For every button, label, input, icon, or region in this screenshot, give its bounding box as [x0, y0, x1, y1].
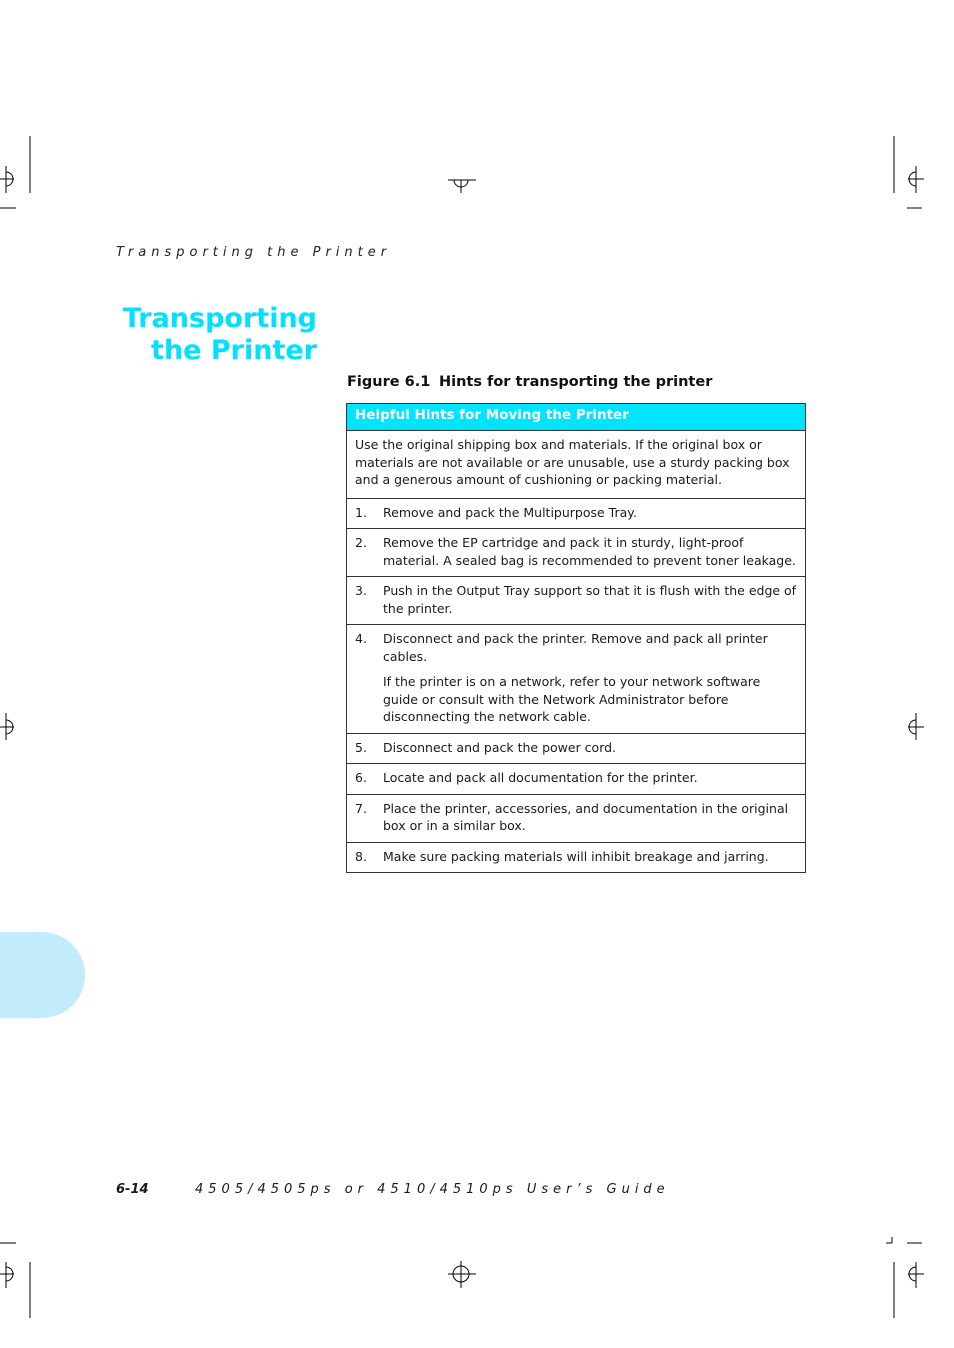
section-title-line2: the Printer: [151, 335, 317, 366]
step-number: 5.: [355, 739, 367, 755]
step-text: Disconnect and pack the printer. Remove and pack all printer cables.: [383, 631, 768, 664]
chapter-side-tab: [0, 932, 85, 1018]
table-row: [347, 843, 805, 873]
table-row: [347, 577, 805, 625]
step-text: Make sure packing materials will inhibit breakage and jarring.: [383, 848, 769, 864]
step-text: Locate and pack all documentation for the printer.: [383, 770, 698, 785]
step-text: Push in the Output Tray support so that it is flush with the edge of the printer.: [383, 583, 797, 616]
hints-table-header: Helpful Hints for Moving the Printer: [347, 404, 805, 431]
hints-table-intro: Use the original shipping box and materials. If the original box or materials are not available or are unusable, use a sturdy packing box and a generous amount of cushioning or packing material.: [347, 431, 805, 499]
step-body: [383, 630, 799, 726]
figure-number: Figure 6.1: [347, 374, 431, 390]
step-text: Disconnect and pack the power cord.: [383, 739, 617, 755]
step-text: Remove the EP cartridge and pack it in sturdy, light-proof material. A sealed bag is recommended to prevent toner leakage.: [383, 535, 796, 568]
running-head: Transporting the Printer: [116, 245, 392, 260]
figure-caption-text: Hints for transporting the printer: [439, 374, 713, 390]
footer-page-number: 6-14: [116, 1182, 149, 1197]
section-title: [123, 303, 317, 367]
step-number: 7.: [355, 800, 367, 816]
table-row: [347, 734, 805, 765]
step-text: Place the printer, accessories, and documentation in the original box or in a similar box.: [383, 800, 789, 833]
table-row: [347, 764, 805, 795]
table-row: [347, 499, 805, 530]
step-number: 2.: [355, 535, 367, 550]
table-row: [347, 795, 805, 843]
step-note: If the printer is on a network, refer to your network software guide or consult with the Network Administrator before disconnecting the network cable.: [383, 674, 761, 724]
step-number: 1.: [355, 504, 367, 520]
table-row: [347, 529, 805, 577]
hints-table: [346, 403, 806, 873]
footer-guide-title: 4505/4505ps or 4510/4510ps User’s Guide: [195, 1182, 670, 1197]
step-number: 3.: [355, 583, 367, 598]
figure-caption: [347, 374, 712, 390]
section-title-line1: Transporting: [122, 303, 317, 334]
step-number: 4.: [355, 631, 367, 646]
step-number: 8.: [355, 848, 367, 864]
table-row: [347, 625, 805, 734]
step-text: Remove and pack the Multipurpose Tray.: [383, 504, 637, 520]
step-number: 6.: [355, 770, 367, 785]
